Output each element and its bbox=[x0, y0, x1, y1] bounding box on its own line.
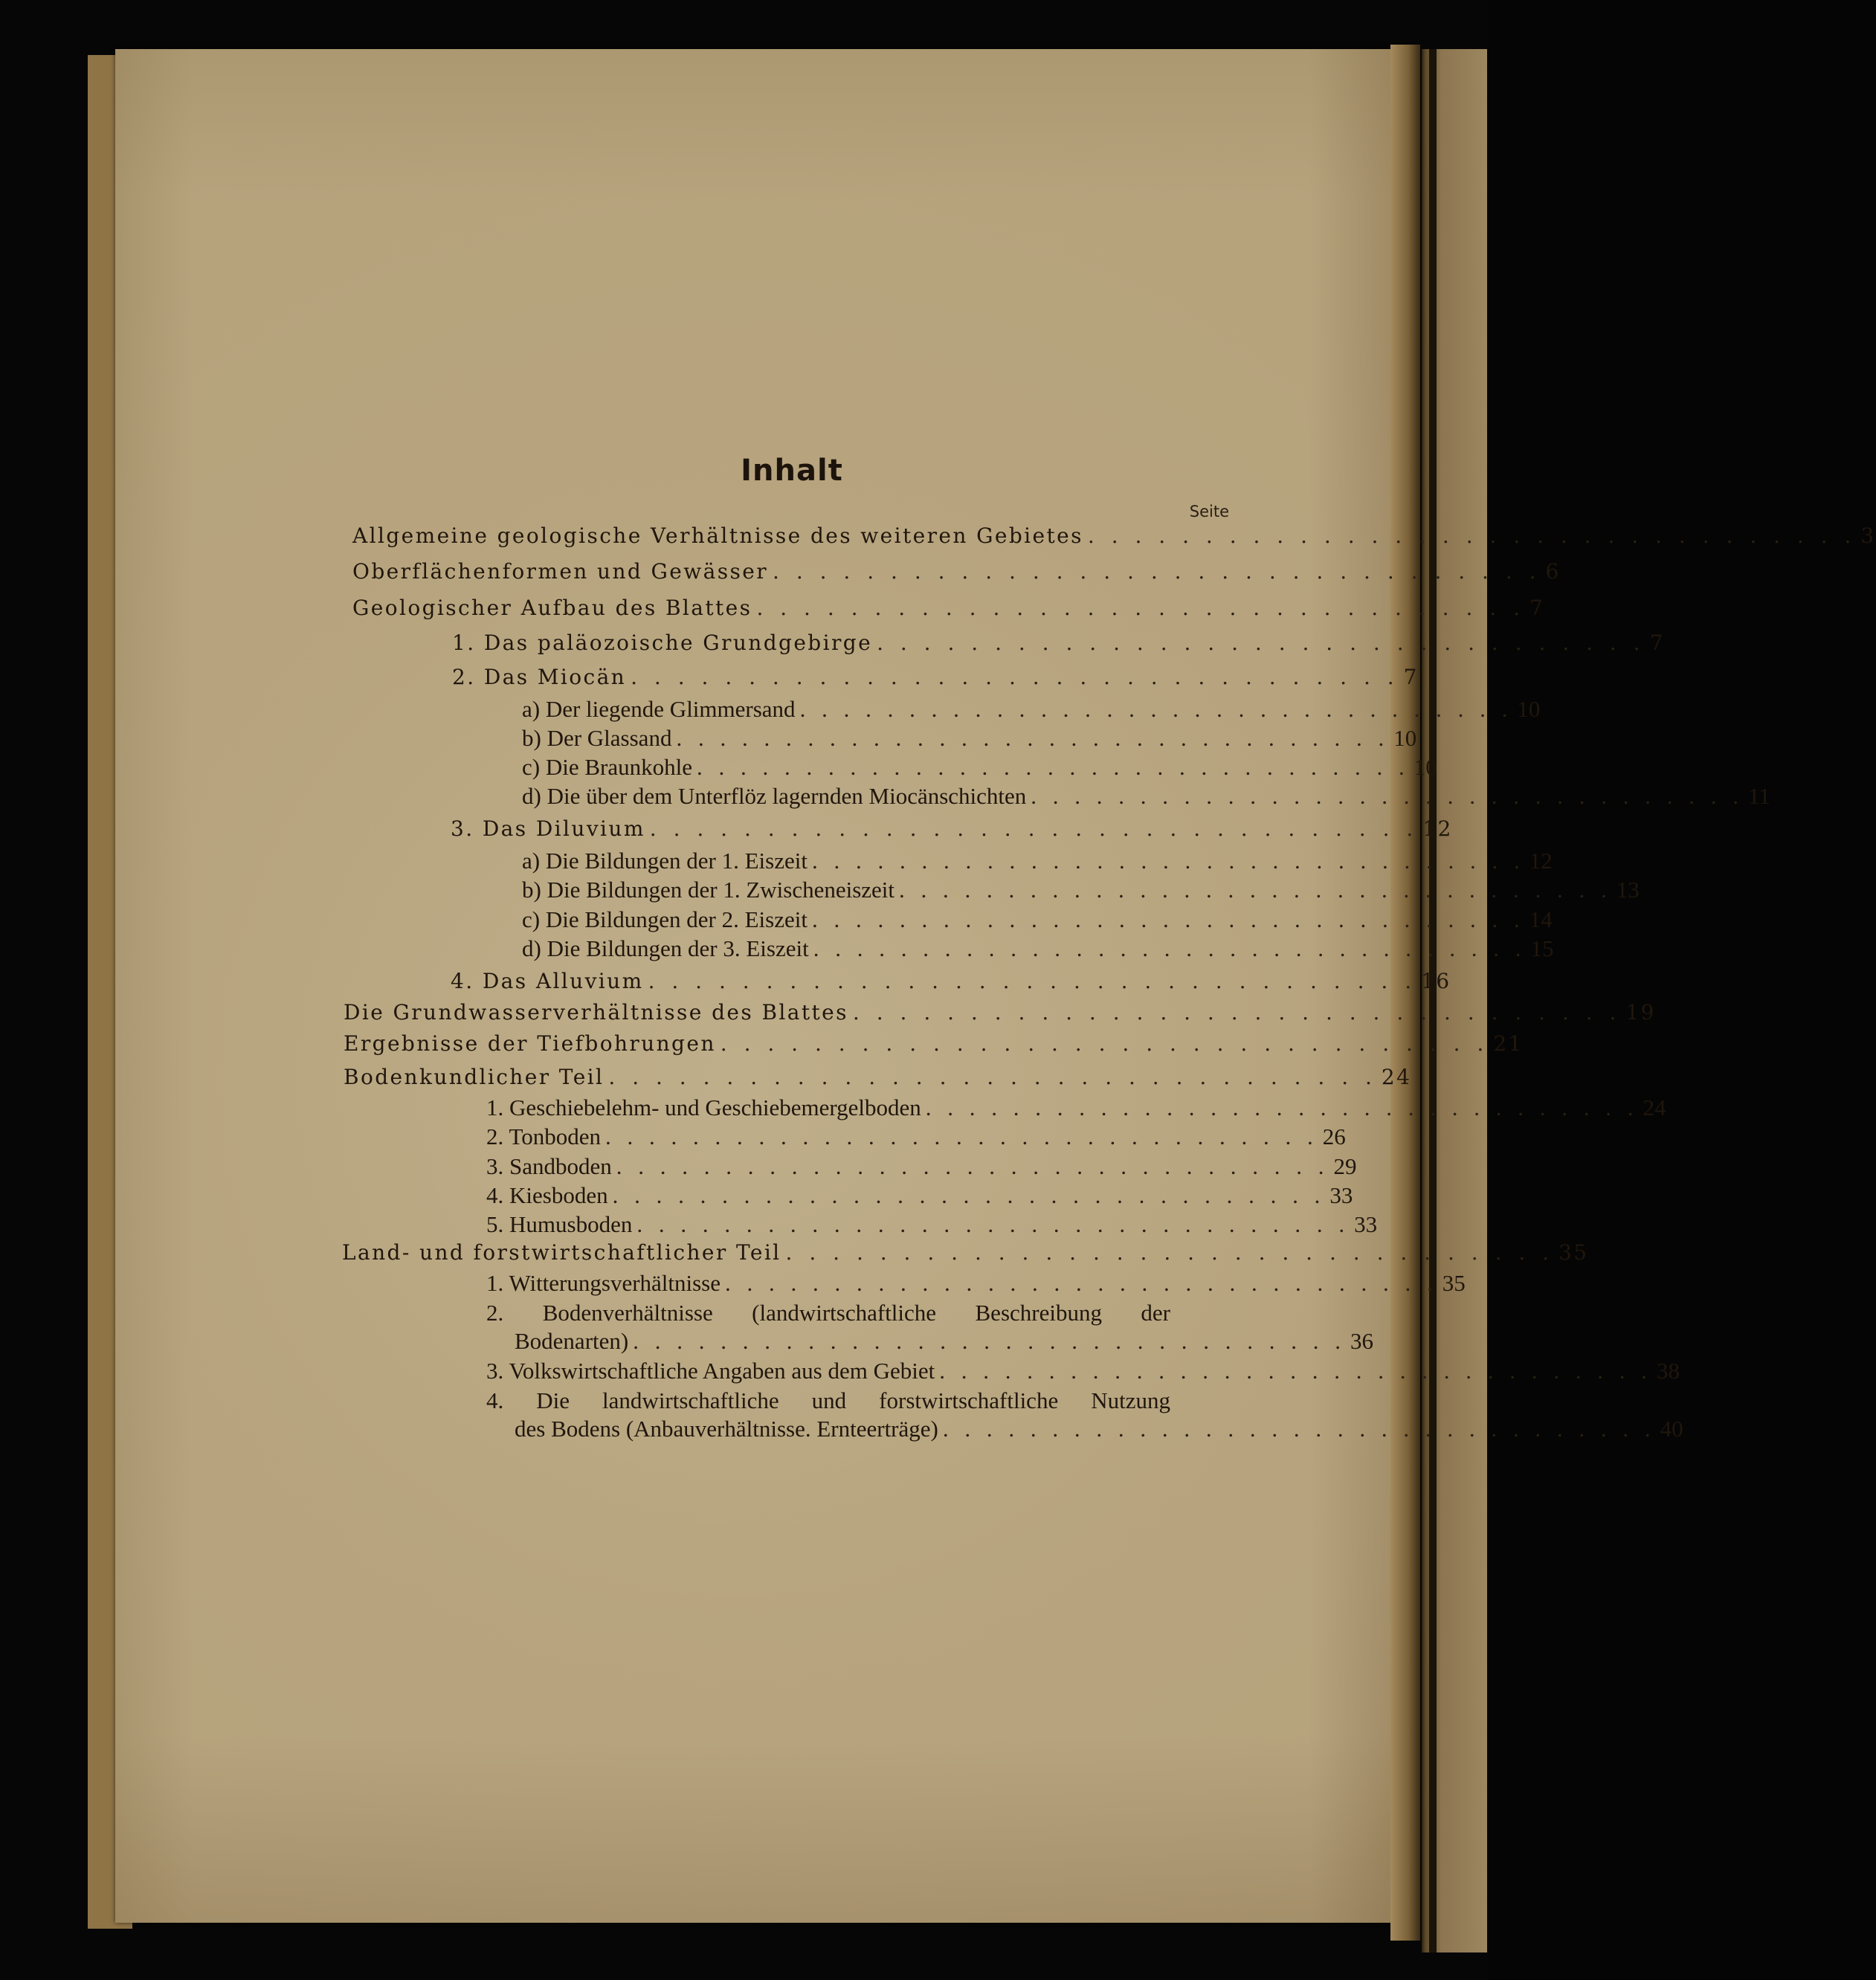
toc-entry bbox=[451, 816, 1453, 846]
toc-entry-page: 14 bbox=[1529, 906, 1553, 932]
toc-entry bbox=[522, 848, 1553, 877]
toc-entry-label: b) Die Bildungen der 1. Zwischeneiszeit bbox=[522, 877, 895, 903]
toc-entry-page: 7 bbox=[1649, 631, 1665, 655]
toc-entry-page: 33 bbox=[1329, 1182, 1353, 1208]
toc-entry bbox=[486, 1182, 1353, 1212]
leader-dots: . . . . . . . . . . . . . . . . . . . . . . . . . . . . . . . . . bbox=[756, 596, 1525, 620]
page-title: Inhalt bbox=[741, 454, 843, 488]
toc-entry-page: 24 bbox=[1643, 1094, 1666, 1120]
toc-entry-page: 3 bbox=[1860, 523, 1876, 548]
leader-dots: . . . . . . . . . . . . . . . . . . . . . . . . . . . . . . . . . bbox=[1031, 783, 1744, 809]
toc-entry bbox=[486, 1270, 1466, 1300]
leader-dots: . . . . . . . . . . . . . . . . . . . . . . . . . . . . . . . . . bbox=[773, 559, 1541, 584]
toc-entry-label: 3. Sandboden bbox=[486, 1153, 612, 1179]
toc-entry-page: 13 bbox=[1616, 877, 1640, 903]
toc-entry-page: 33 bbox=[1354, 1211, 1378, 1237]
toc-entry-label: 1. Witterungsverhältnisse bbox=[486, 1270, 721, 1296]
toc-entry-page: 24 bbox=[1381, 1065, 1412, 1089]
toc-entry bbox=[352, 523, 1876, 553]
toc-entry-label-continued: Bodenarten) bbox=[515, 1328, 629, 1354]
toc-entry-label: 5. Humusboden bbox=[486, 1211, 633, 1237]
toc-entry-label: Ergebnisse der Tiefbohrungen bbox=[344, 1031, 716, 1056]
leader-dots: . . . . . . . . . . . . . . . . . . . . . . . . . . . . . . . . . bbox=[612, 1182, 1326, 1208]
toc-entry bbox=[344, 1000, 1656, 1030]
leader-dots: . . . . . . . . . . . . . . . . . . . . . . . . . . . . . . . . . bbox=[811, 848, 1525, 874]
leader-dots: . . . . . . . . . . . . . . . . . . . . . . . . . . . . . . . . . bbox=[852, 1000, 1622, 1025]
toc-entry-page: 38 bbox=[1656, 1358, 1680, 1384]
leader-dots: . . . . . . . . . . . . . . . . . . . . . . . . . . . . . . . . . bbox=[616, 1153, 1329, 1179]
toc-entry bbox=[522, 696, 1541, 726]
toc-entry-label: Bodenkundlicher Teil bbox=[344, 1065, 605, 1089]
toc-entry-page: 26 bbox=[1322, 1123, 1346, 1149]
toc-entry bbox=[522, 725, 1417, 755]
toc-entry-page: 10 bbox=[1414, 754, 1437, 780]
leader-dots: . . . . . . . . . . . . . . . . . . . . . . . . . . . . . . . . . bbox=[799, 696, 1513, 722]
toc-entry bbox=[342, 1240, 1589, 1270]
toc-entry-page: 12 bbox=[1529, 848, 1553, 874]
toc-entry-label: 1. Das paläozoische Grundgebirge bbox=[452, 631, 873, 655]
leader-dots: . . . . . . . . . . . . . . . . . . . . . . . . . . . . . . . . . bbox=[720, 1031, 1489, 1056]
toc-entry-label: Land- und forstwirtschaftlicher Teil bbox=[342, 1240, 781, 1265]
toc-entry-label: a) Der liegende Glimmersand bbox=[522, 696, 796, 722]
toc-entry-label: 4. Das Alluvium bbox=[451, 969, 644, 993]
leader-dots: . . . . . . . . . . . . . . . . . . . . . . . . . . . . . . . . . bbox=[811, 906, 1525, 932]
toc-entry-label: b) Der Glassand bbox=[522, 725, 672, 751]
toc-entry-page: 16 bbox=[1421, 969, 1451, 993]
leader-dots: . . . . . . . . . . . . . . . . . . . . . . . . . . . . . . . . . bbox=[608, 1065, 1377, 1089]
toc-entry bbox=[352, 596, 1545, 625]
page-column-header: Seite bbox=[1189, 503, 1229, 520]
toc-entry-label: Allgemeine geologische Verhältnisse des weiteren Gebietes bbox=[352, 523, 1083, 548]
leader-dots: . . . . . . . . . . . . . . . . . . . . . . . . . . . . . . . . . bbox=[939, 1358, 1652, 1384]
toc-entry-label-continued: des Bodens (Anbauverhältnisse. Ernteerträge) bbox=[515, 1416, 938, 1442]
toc-entry-label: 2. Bodenverhältnisse (landwirtschaftliche Beschreibung der bbox=[486, 1300, 1170, 1326]
toc-entry-page: 10 bbox=[1393, 725, 1417, 751]
leader-dots: . . . . . . . . . . . . . . . . . . . . . . . . . . . . . . . . . bbox=[605, 1123, 1318, 1149]
toc-entry bbox=[486, 1153, 1357, 1183]
toc-entry-label: 2. Tonboden bbox=[486, 1123, 601, 1149]
toc-entry bbox=[522, 906, 1553, 936]
toc-entry bbox=[344, 1065, 1412, 1094]
toc-entry bbox=[452, 631, 1665, 660]
toc-entry bbox=[522, 877, 1640, 906]
toc-entry bbox=[522, 935, 1554, 965]
toc-entry bbox=[486, 1211, 1378, 1241]
toc-entry-label: Oberflächenformen und Gewässer bbox=[352, 559, 769, 584]
leader-dots: . . . . . . . . . . . . . . . . . . . . . . . . . . . . . . . . . bbox=[813, 935, 1527, 961]
toc-entry-label: 2. Das Miocän bbox=[452, 665, 627, 689]
toc-entry bbox=[486, 1094, 1666, 1124]
toc-entry-label: 4. Kiesboden bbox=[486, 1182, 608, 1208]
leader-dots: . . . . . . . . . . . . . . . . . . . . . . . . . . . . . . . . . bbox=[785, 1240, 1555, 1265]
toc-entry bbox=[515, 1328, 1373, 1358]
leader-dots: . . . . . . . . . . . . . . . . . . . . . . . . . . . . . . . . . bbox=[636, 1211, 1350, 1237]
toc-entry-label: 3. Das Diluvium bbox=[451, 816, 645, 841]
toc-entry-page: 21 bbox=[1493, 1031, 1524, 1056]
toc-entry bbox=[522, 783, 1770, 813]
toc-entry-page: 36 bbox=[1350, 1328, 1373, 1354]
toc-entry-label: 1. Geschiebelehm- und Geschiebemergelboden bbox=[486, 1094, 921, 1120]
toc-entry-label: a) Die Bildungen der 1. Eiszeit bbox=[522, 848, 808, 874]
toc-entry bbox=[522, 754, 1437, 784]
toc-entry-page: 12 bbox=[1422, 816, 1453, 841]
toc-entry-label: Die Grundwasserverhältnisse des Blattes bbox=[344, 1000, 848, 1025]
toc-entry-label: c) Die Bildungen der 2. Eiszeit bbox=[522, 906, 808, 932]
toc-entry bbox=[515, 1416, 1683, 1445]
toc-entry bbox=[452, 665, 1419, 694]
toc-entry-page: 10 bbox=[1517, 696, 1541, 722]
toc-entry-label: Geologischer Aufbau des Blattes bbox=[352, 596, 752, 620]
leader-dots: . . . . . . . . . . . . . . . . . . . . . . . . . . . . . . . . . bbox=[649, 816, 1419, 841]
toc-entry-label: d) Die Bildungen der 3. Eiszeit bbox=[522, 935, 809, 961]
toc-entry-label: 3. Volkswirtschaftliche Angaben aus dem Gebiet bbox=[486, 1358, 935, 1384]
toc-entry-label: c) Die Braunkohle bbox=[522, 754, 692, 780]
toc-entry-page: 40 bbox=[1660, 1416, 1683, 1442]
leader-dots: . . . . . . . . . . . . . . . . . . . . . . . . . . . . . . . . . bbox=[899, 877, 1612, 903]
leader-dots: . . . . . . . . . . . . . . . . . . . . . . . . . . . . . . . . . bbox=[1087, 523, 1857, 548]
leader-dots: . . . . . . . . . . . . . . . . . . . . . . . . . . . . . . . . . bbox=[631, 665, 1399, 689]
toc-entry bbox=[486, 1358, 1680, 1387]
leader-dots: . . . . . . . . . . . . . . . . . . . . . . . . . . . . . . . . . bbox=[725, 1270, 1438, 1296]
toc-entry-page: 35 bbox=[1442, 1270, 1466, 1296]
leader-dots: . . . . . . . . . . . . . . . . . . . . . . . . . . . . . . . . . bbox=[633, 1328, 1346, 1354]
toc-entry-page: 15 bbox=[1530, 935, 1554, 961]
toc-entry bbox=[352, 559, 1561, 589]
toc-entry-page: 35 bbox=[1559, 1240, 1589, 1265]
leader-dots: . . . . . . . . . . . . . . . . . . . . . . . . . . . . . . . . . bbox=[925, 1094, 1639, 1120]
toc-entry-page: 6 bbox=[1545, 559, 1561, 584]
toc-entry-page: 19 bbox=[1625, 1000, 1656, 1025]
leader-dots: . . . . . . . . . . . . . . . . . . . . . . . . . . . . . . . . . bbox=[676, 725, 1390, 751]
toc-entry-label: d) Die über dem Unterflöz lagernden Miocänschichten bbox=[522, 783, 1027, 809]
leader-dots: . . . . . . . . . . . . . . . . . . . . . . . . . . . . . . . . . bbox=[696, 754, 1410, 780]
leader-dots: . . . . . . . . . . . . . . . . . . . . . . . . . . . . . . . . . bbox=[648, 969, 1417, 993]
toc-entry bbox=[486, 1123, 1346, 1153]
leader-dots: . . . . . . . . . . . . . . . . . . . . . . . . . . . . . . . . . bbox=[942, 1416, 1656, 1442]
toc-entry-page: 7 bbox=[1403, 665, 1419, 689]
toc-entry-page: 29 bbox=[1333, 1153, 1357, 1179]
toc-entry bbox=[344, 1031, 1524, 1061]
toc-entry bbox=[451, 969, 1451, 999]
toc-entry-label: 4. Die landwirtschaftliche und forstwirtschaftliche Nutzung bbox=[486, 1387, 1170, 1413]
toc-entry-page: 11 bbox=[1748, 783, 1770, 809]
toc-entry-page: 7 bbox=[1529, 596, 1545, 620]
leader-dots: . . . . . . . . . . . . . . . . . . . . . . . . . . . . . . . . . bbox=[877, 631, 1645, 655]
